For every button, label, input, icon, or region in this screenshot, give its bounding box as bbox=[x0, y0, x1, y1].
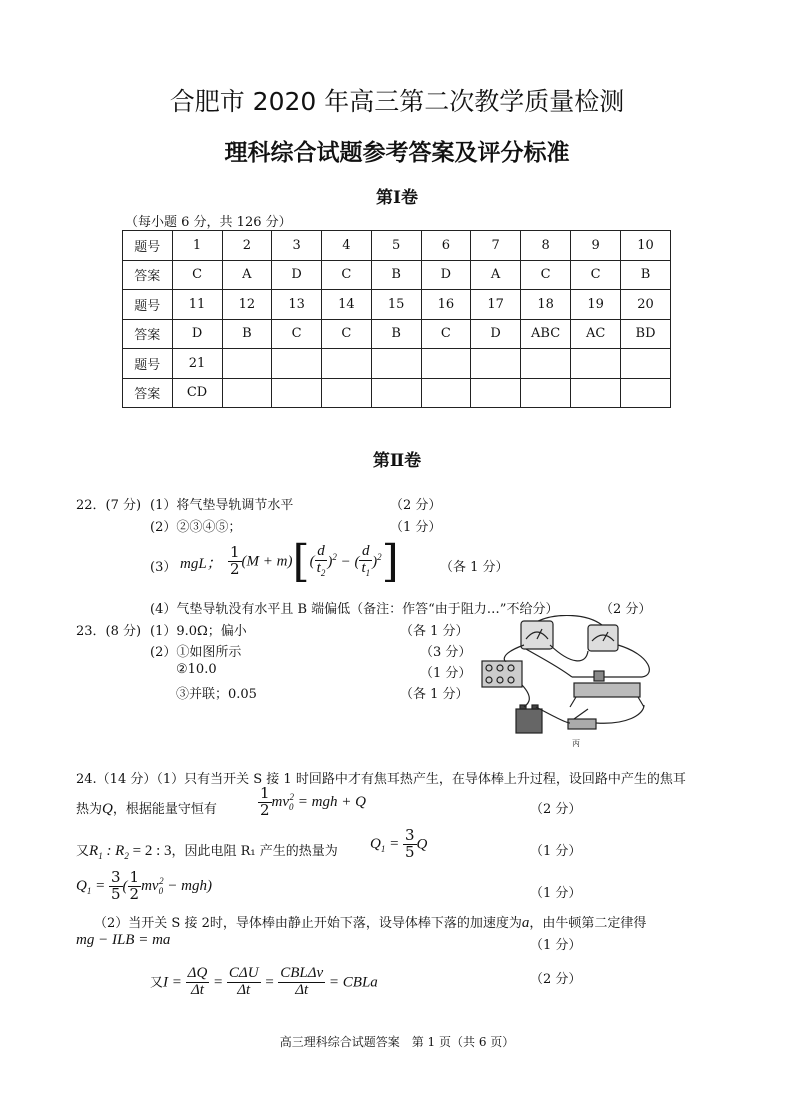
answer-cell: BD bbox=[621, 319, 671, 349]
question-number-cell: 11 bbox=[172, 290, 222, 320]
q23-line3: ②10.0 bbox=[176, 662, 217, 677]
part1-note: （每小题 6 分，共 126 分） bbox=[125, 215, 292, 230]
q23-number: 23．(8 分) bbox=[76, 624, 142, 639]
rheostat-icon bbox=[574, 683, 640, 697]
battery-icon bbox=[516, 709, 542, 733]
q24-q1-result: $Q_1$ = $\frac{3}{5}$ ( $\frac{1}{2}$ $mv_0^2 - mgh$) bbox=[76, 868, 213, 903]
question-number-cell: 21 bbox=[172, 349, 222, 379]
document-title: 合肥市 2020 年高三第二次教学质量检测 bbox=[169, 87, 625, 116]
q24-newton-equation: mg − ILB = ma bbox=[76, 932, 171, 948]
question-number-cell: 13 bbox=[272, 290, 322, 320]
question-number-row bbox=[123, 231, 671, 261]
question-number-cell: 15 bbox=[371, 290, 421, 320]
q22-line3-label-mgl: mgL； bbox=[180, 556, 222, 572]
answer-cell: B bbox=[371, 319, 421, 349]
answer-cell bbox=[322, 378, 372, 408]
question-number-cell: 4 bbox=[322, 231, 372, 261]
answer-cell: A bbox=[471, 260, 521, 290]
answer-cell: AC bbox=[571, 319, 621, 349]
row-label-question: 题号 bbox=[123, 290, 173, 320]
answer-cell: C bbox=[421, 319, 471, 349]
question-number-cell bbox=[421, 349, 471, 379]
answer-cell: D bbox=[272, 260, 322, 290]
q23-score3: （1 分） bbox=[420, 666, 472, 681]
question-number-cell bbox=[272, 349, 322, 379]
question-number-cell: 3 bbox=[272, 231, 322, 261]
answer-cell bbox=[521, 378, 571, 408]
q22-line2: (2）②③④⑤； bbox=[150, 520, 242, 535]
answer-cell bbox=[471, 378, 521, 408]
answer-cell bbox=[421, 378, 471, 408]
q24-score6: （1 分） bbox=[530, 938, 582, 953]
question-number-cell: 7 bbox=[471, 231, 521, 261]
question-number-cell: 1 bbox=[172, 231, 222, 261]
answer-row bbox=[123, 378, 671, 408]
q23-score1: （各 1 分） bbox=[400, 624, 469, 639]
answer-cell bbox=[571, 378, 621, 408]
answer-cell bbox=[371, 378, 421, 408]
row-label-answer: 答案 bbox=[123, 260, 173, 290]
question-number-cell: 17 bbox=[471, 290, 521, 320]
part1-title: 第Ⅰ卷 bbox=[376, 188, 418, 208]
circuit-diagram bbox=[476, 615, 676, 750]
q24-score2: （2 分） bbox=[530, 802, 582, 817]
question-number-cell: 14 bbox=[322, 290, 372, 320]
question-number-cell bbox=[571, 349, 621, 379]
part2-title: 第Ⅱ卷 bbox=[372, 451, 422, 471]
question-number-cell: 10 bbox=[621, 231, 671, 261]
q22-line4: (4）气垫导轨没有水平且 B 端偏低（备注：作答“由于阻力…”不给分） bbox=[150, 602, 559, 617]
answer-cell bbox=[222, 378, 272, 408]
question-number-cell: 16 bbox=[421, 290, 471, 320]
q22-line3-prefix: (3） bbox=[150, 560, 177, 575]
q24-score7: （2 分） bbox=[530, 972, 582, 987]
q23-line4: ③并联；0.05 bbox=[176, 687, 257, 702]
q24-score4: （1 分） bbox=[530, 886, 582, 901]
row-label-answer: 答案 bbox=[123, 378, 173, 408]
q23-score4: （各 1 分） bbox=[400, 687, 469, 702]
question-number-cell: 5 bbox=[371, 231, 421, 261]
answer-row bbox=[123, 319, 671, 349]
answer-cell: D bbox=[172, 319, 222, 349]
question-number-cell bbox=[521, 349, 571, 379]
q22-score4: （2 分） bbox=[600, 602, 652, 617]
q22-score2: （1 分） bbox=[390, 520, 442, 535]
question-number-cell: 12 bbox=[222, 290, 272, 320]
question-number-cell: 8 bbox=[521, 231, 571, 261]
page-footer: 高三理科综合试题答案 第 1 页（共 6 页） bbox=[279, 1035, 515, 1049]
q22-score3: （各 1 分） bbox=[440, 560, 509, 575]
row-label-question: 题号 bbox=[123, 231, 173, 261]
q24-line2: 热为Q，根据能量守恒有 bbox=[76, 801, 217, 817]
question-number-cell bbox=[621, 349, 671, 379]
q24-q1-equation: $Q_1$ = $\frac{3}{5}$ Q bbox=[370, 826, 428, 861]
q24-energy-equation: $\frac{1}{2}$ $mv_0^2$ = mgh + Q bbox=[260, 784, 366, 819]
answer-cell: B bbox=[621, 260, 671, 290]
question-number-cell bbox=[371, 349, 421, 379]
answer-cell: C bbox=[521, 260, 571, 290]
question-number-cell: 2 bbox=[222, 231, 272, 261]
answer-cell: C bbox=[272, 319, 322, 349]
question-number-row bbox=[123, 349, 671, 379]
question-number-cell bbox=[222, 349, 272, 379]
switch-icon bbox=[568, 719, 596, 729]
q23-score2: （3 分） bbox=[420, 645, 472, 660]
answer-cell bbox=[621, 378, 671, 408]
answer-cell: C bbox=[322, 260, 372, 290]
q22-line1: (1）将气垫导轨调节水平 bbox=[150, 498, 294, 513]
ammeter-icon bbox=[521, 621, 553, 649]
question-number-cell bbox=[471, 349, 521, 379]
q24-paragraph5: （2）当开关 S 接 2时，导体棒由静止开始下落，设导体棒下落的加速度为a，由牛顿第二定律得 bbox=[94, 915, 647, 931]
question-number-row bbox=[123, 290, 671, 320]
question-number-cell: 18 bbox=[521, 290, 571, 320]
answer-cell: C bbox=[571, 260, 621, 290]
row-label-answer: 答案 bbox=[123, 319, 173, 349]
answer-cell: C bbox=[322, 319, 372, 349]
answer-cell: D bbox=[421, 260, 471, 290]
voltmeter-icon bbox=[588, 625, 618, 651]
question-number-cell: 20 bbox=[621, 290, 671, 320]
q23-line1: (1）9.0Ω；偏小 bbox=[150, 624, 247, 639]
q22-formula: $\frac{1}{2}$ (M + m)[( $\frac{d}{t_2}$ )$^2$ − ( $\frac{d}{t_1}$ )$^2$] bbox=[230, 536, 399, 587]
q23-line2: (2）①如图所示 bbox=[150, 645, 242, 660]
answer-cell: A bbox=[222, 260, 272, 290]
question-number-cell: 9 bbox=[571, 231, 621, 261]
row-label-question: 题号 bbox=[123, 349, 173, 379]
q24-score3: （1 分） bbox=[530, 844, 582, 859]
q22-score1: （2 分） bbox=[390, 498, 442, 513]
answer-cell: B bbox=[222, 319, 272, 349]
answer-row bbox=[123, 260, 671, 290]
answer-cell: D bbox=[471, 319, 521, 349]
question-number-cell: 6 bbox=[421, 231, 471, 261]
figure-label: 丙 bbox=[572, 739, 580, 748]
document-subtitle: 理科综合试题参考答案及评分标准 bbox=[224, 139, 570, 166]
answer-cell: ABC bbox=[521, 319, 571, 349]
question-number-cell: 19 bbox=[571, 290, 621, 320]
q24-current-equation: 又I = $\frac{\Delta Q}{\Delta t}$ = $\frac{\text{CΔU}}{\Delta t}$ = $\frac{\text{CBLΔv}}{\Delta t}$ = CBLa bbox=[150, 965, 378, 998]
answer-cell: B bbox=[371, 260, 421, 290]
answer-cell: C bbox=[172, 260, 222, 290]
q24-paragraph1: 24.（14 分）（1）只有当开关 S 接 1 时回路中才有焦耳热产生，在导体棒上升过程，设回路中产生的焦耳 bbox=[76, 772, 686, 787]
question-number-cell bbox=[322, 349, 372, 379]
answer-cell bbox=[272, 378, 322, 408]
answer-table bbox=[122, 230, 671, 408]
q22-number: 22．(7 分) bbox=[76, 498, 142, 513]
answer-cell: CD bbox=[172, 378, 222, 408]
q24-line3: 又$R_1$ : $R_2 = 2$ : 3，因此电阻 R₁ 产生的热量为 bbox=[76, 843, 338, 861]
